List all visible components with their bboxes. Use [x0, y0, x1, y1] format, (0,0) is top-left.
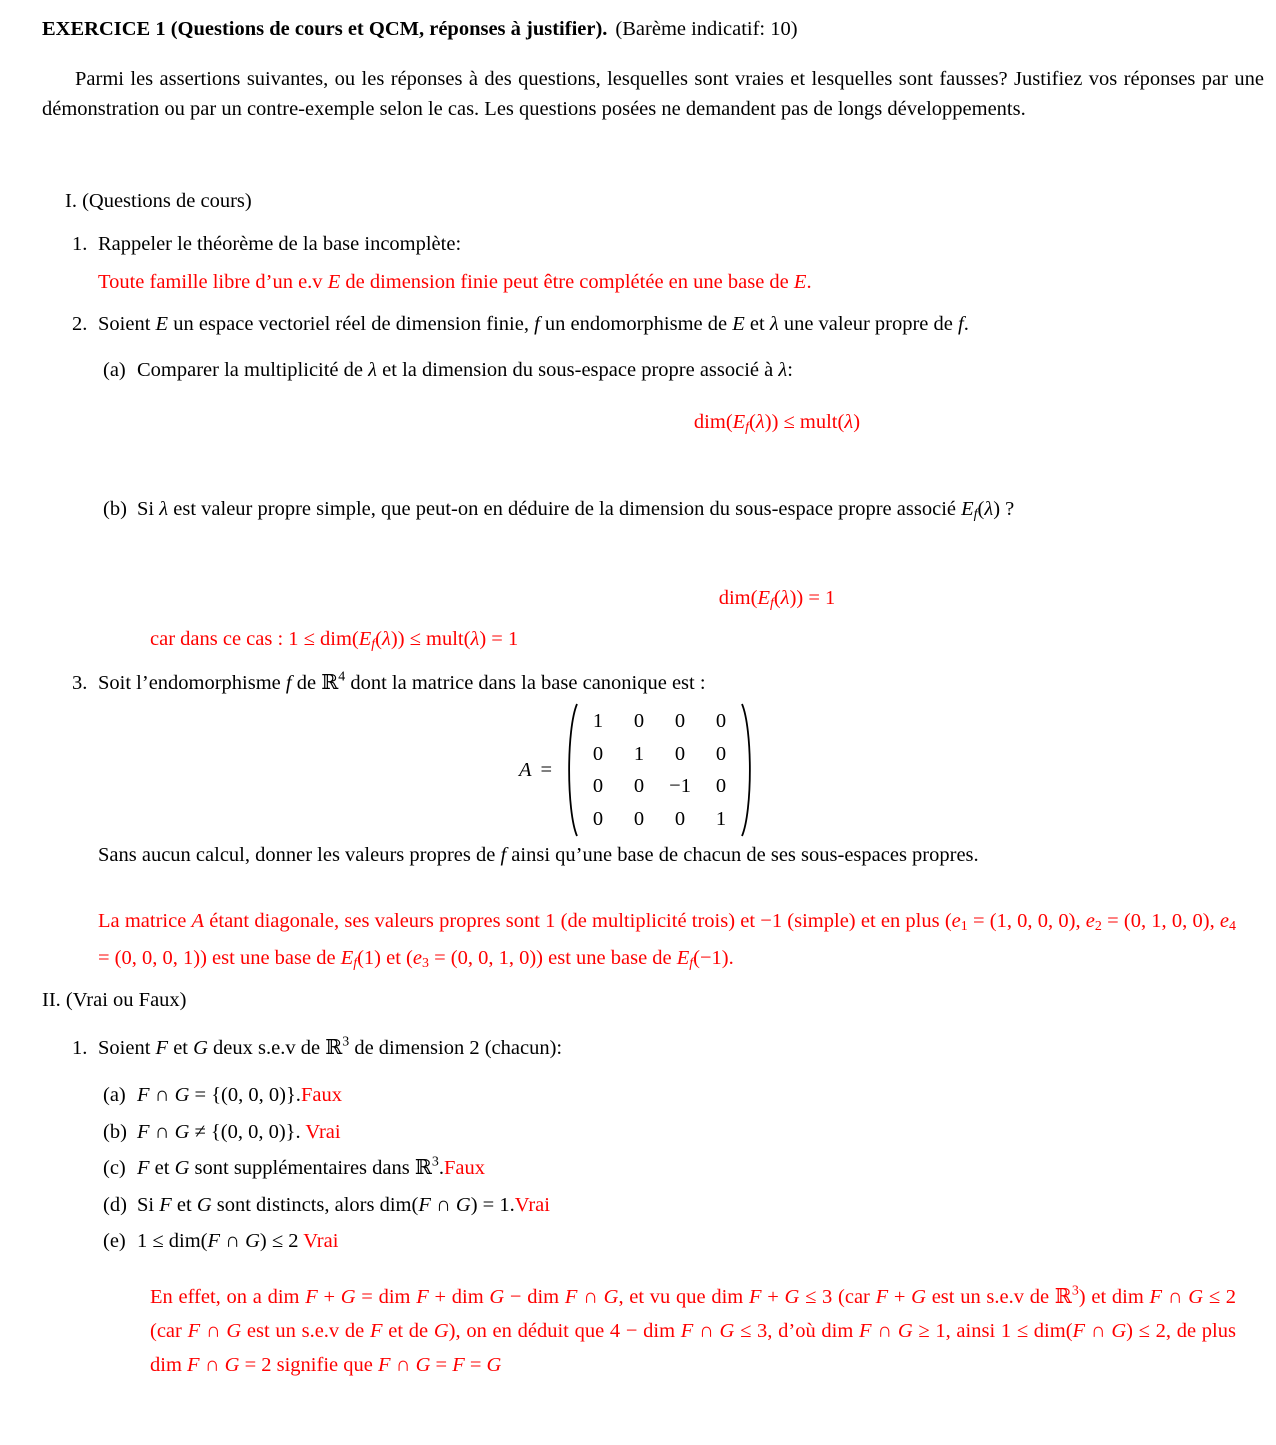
text-run: F: [452, 1354, 465, 1376]
text-run: F: [748, 1286, 762, 1308]
question-2-number: 2.: [72, 313, 88, 335]
text-run: ) = 1: [479, 628, 519, 650]
question-3-text: [98, 669, 706, 694]
text-run: F: [155, 1037, 169, 1059]
matrix-cell: −1: [669, 775, 691, 797]
text-run: )) ≤ mult(: [390, 628, 471, 650]
question-1-number: 1.: [72, 233, 88, 255]
text-run: 1 ≤ dim(: [137, 1230, 208, 1252]
text-run: F: [187, 1320, 201, 1342]
text-run: dim(: [693, 411, 733, 433]
text-run: dim(: [718, 587, 758, 609]
text-run: (: [749, 411, 756, 433]
text-run: ∩: [1162, 1286, 1189, 1308]
text-run: = {(0, 0, 0)}.: [189, 1084, 301, 1106]
text-run: e: [412, 947, 422, 969]
text-run: f: [500, 844, 507, 866]
question-2-text: [98, 313, 969, 335]
text-run: et: [168, 1037, 194, 1059]
text-run: F: [418, 1194, 431, 1216]
matrix-cell: 0: [592, 742, 604, 765]
text-run: E: [676, 947, 690, 969]
text-run: Sans aucun calcul, donner les valeurs propres de: [98, 844, 501, 866]
text-run: +: [761, 1286, 785, 1308]
text-run: ) ?: [993, 498, 1015, 520]
tf-item-a: [103, 1080, 342, 1110]
text-run: car dans ce cas : 1 ≤ dim(: [150, 628, 359, 650]
text-run: f: [769, 596, 774, 612]
matrix-cell: 0: [674, 710, 686, 732]
question-2a: [103, 355, 793, 385]
text-run: G: [784, 1286, 800, 1308]
text-run: G: [193, 1037, 208, 1059]
text-run: Toute famille libre d’un e.v: [98, 271, 328, 293]
text-run: G: [489, 1286, 505, 1308]
tf-question-text: [98, 1034, 563, 1059]
text-run: = (0, 1, 0, 0),: [1101, 910, 1220, 932]
matrix-cell: 0: [633, 775, 645, 797]
question-1-answer: [98, 267, 1238, 297]
matrix-variable: A: [518, 759, 532, 781]
text-run: 3: [342, 1034, 350, 1050]
exercise-title-note: (Barème indicatif: 10): [615, 18, 798, 40]
text-run: ), on en déduit que 4 − dim: [448, 1320, 681, 1342]
text-run: de ℝ: [291, 672, 339, 694]
text-run: )) ≤ mult(: [764, 411, 845, 433]
text-run: + dim: [428, 1286, 490, 1308]
text-run: λ: [159, 498, 169, 520]
text-run: .: [438, 1157, 444, 1179]
matrix-cell: 0: [633, 710, 645, 732]
question-3-number: 3.: [72, 672, 88, 694]
question-3-followup: [98, 840, 1238, 870]
text-run: F: [1072, 1320, 1086, 1342]
text-run: dont la matrice dans la base canonique est :: [345, 672, 706, 694]
text-run: (−1).: [693, 947, 734, 969]
text-run: 3: [1071, 1283, 1079, 1299]
text-run: est un s.e.v de ℝ: [925, 1286, 1072, 1308]
text-run: Si: [137, 498, 160, 520]
text-run: ∩: [430, 1194, 456, 1216]
text-run: f: [371, 637, 376, 653]
text-run: E: [327, 271, 341, 293]
text-run: ∩: [149, 1121, 175, 1143]
question-2b: [103, 494, 1014, 524]
text-run: E: [340, 947, 354, 969]
question-3-answer: [98, 903, 1236, 977]
text-run: G: [1188, 1286, 1204, 1308]
text-run: ∩: [220, 1230, 246, 1252]
text-run: En effet, on a dim: [150, 1286, 306, 1308]
text-run: 4: [1229, 919, 1236, 935]
text-run: )) = 1: [789, 587, 836, 609]
text-run: 3: [421, 956, 429, 972]
text-run: G: [174, 1084, 190, 1106]
text-run: G: [415, 1354, 431, 1376]
tf-item-c: [103, 1153, 485, 1183]
text-run: Soient: [98, 313, 156, 335]
text-run: G: [340, 1286, 356, 1308]
matrix-cell: 0: [715, 775, 727, 797]
matrix-cell: 1: [592, 710, 604, 732]
tf-question-number: 1.: [72, 1037, 88, 1059]
tf-item-d-text: [137, 1194, 550, 1216]
text-run: G: [911, 1286, 926, 1308]
matrix-left-paren: [562, 701, 580, 839]
text-run: sont distincts, alors dim(: [211, 1194, 419, 1216]
text-run: Vrai: [514, 1194, 550, 1216]
text-run: est valeur propre simple, que peut-on en déduire de la dimension du sous-espace propre associé: [168, 498, 962, 520]
tf-item-e-text: [137, 1230, 338, 1252]
text-run: G: [719, 1320, 735, 1342]
text-run: f: [534, 313, 540, 335]
matrix-cell: 1: [715, 807, 727, 830]
text-run: G: [174, 1157, 190, 1179]
text-run: .: [806, 271, 812, 293]
text-run: = (1, 0, 0, 0),: [967, 910, 1086, 932]
exercise-title: EXERCICE 1 (Questions de cours et QCM, réponses à justifier).: [42, 18, 608, 40]
text-run: λ: [769, 313, 779, 335]
text-run: et: [744, 313, 770, 335]
text-run: ) = 1.: [470, 1194, 515, 1216]
text-run: ∩: [577, 1286, 604, 1308]
section-ii-heading: II. (Vrai ou Faux): [42, 989, 187, 1011]
text-run: Faux: [300, 1084, 342, 1106]
text-run: Soient: [98, 1037, 156, 1059]
text-run: F: [137, 1084, 150, 1106]
text-run: E: [155, 313, 169, 335]
text-run: ∩: [200, 1320, 227, 1342]
text-run: F: [875, 1286, 889, 1308]
text-run: f: [689, 956, 694, 972]
matrix-cell: 0: [592, 807, 604, 830]
text-run: ∩: [693, 1320, 720, 1342]
text-run: F: [187, 1354, 200, 1376]
question-2b-text: [137, 498, 1015, 523]
matrix-cell: 0: [715, 710, 727, 732]
text-run: 4: [338, 669, 346, 685]
text-run: , et vu que dim: [618, 1286, 749, 1308]
text-run: F: [305, 1286, 318, 1308]
text-run: et de: [382, 1320, 434, 1342]
text-run: (: [977, 498, 985, 520]
text-run: Soit l’endomorphisme: [98, 672, 286, 694]
text-run: f: [745, 420, 750, 436]
text-run: G: [1111, 1320, 1127, 1342]
text-run: et: [149, 1157, 175, 1179]
question-1-text: Rappeler le théorème de la base incomplète:: [98, 233, 462, 255]
text-run: Vrai: [305, 1121, 341, 1143]
question-2b-justification: [150, 624, 518, 654]
text-run: de dimension 2 (chacun):: [349, 1037, 563, 1059]
text-run: F: [416, 1286, 429, 1308]
text-run: (1) et (: [357, 947, 413, 969]
text-run: 1: [960, 919, 968, 935]
text-run: = (0, 0, 0, 1)) est une base de: [98, 947, 341, 969]
question-2a-answer-formula: [42, 407, 1276, 437]
text-run: λ: [984, 498, 994, 520]
question-2a-label: (a): [103, 359, 126, 381]
tf-item-e-label: (e): [103, 1230, 126, 1252]
text-run: f: [285, 672, 292, 694]
text-run: e: [951, 910, 961, 932]
text-run: :: [787, 359, 793, 381]
text-run: G: [196, 1194, 212, 1216]
question-2: [72, 309, 969, 339]
text-run: A: [191, 910, 205, 932]
text-run: = (0, 0, 1, 0)) est une base de: [428, 947, 677, 969]
text-run: un endomorphisme de: [539, 313, 733, 335]
text-run: +: [888, 1286, 912, 1308]
text-run: ): [853, 411, 861, 433]
matrix-cell: 0: [633, 807, 645, 830]
text-run: 3: [431, 1154, 439, 1170]
text-run: f: [958, 313, 964, 335]
text-run: ) ≤ 2, de plus dim: [150, 1320, 1236, 1376]
text-run: e: [1085, 910, 1095, 932]
matrix-cell: 0: [674, 807, 686, 830]
text-run: (: [773, 587, 781, 609]
text-run: =: [464, 1354, 487, 1376]
text-run: F: [207, 1230, 220, 1252]
tf-justification: [150, 1280, 1236, 1382]
text-run: λ: [755, 411, 765, 433]
text-run: ≥ 1, ainsi 1 ≤ dim(: [912, 1320, 1073, 1342]
text-run: E: [732, 313, 745, 335]
text-run: E: [358, 628, 372, 650]
text-run: Si: [137, 1194, 160, 1216]
text-run: λ: [382, 628, 391, 650]
text-run: +: [317, 1286, 341, 1308]
text-run: f: [353, 956, 358, 972]
text-run: ∩: [390, 1354, 416, 1376]
tf-item-d-label: (d): [103, 1194, 127, 1216]
text-run: λ: [778, 359, 788, 381]
text-run: E: [757, 587, 770, 609]
question-3: [72, 668, 706, 698]
text-run: une valeur propre de: [778, 313, 958, 335]
text-run: ∩: [149, 1084, 175, 1106]
text-run: ∩: [199, 1354, 225, 1376]
text-run: G: [174, 1121, 190, 1143]
text-run: deux s.e.v de ℝ: [207, 1037, 343, 1059]
matrix-grid: [587, 705, 732, 835]
text-run: ) et dim: [1078, 1286, 1150, 1308]
matrix-equation: [0, 698, 1276, 842]
text-run: G: [226, 1320, 242, 1342]
text-run: ∩: [1085, 1320, 1112, 1342]
matrix-cell: 0: [592, 775, 604, 797]
text-run: λ: [368, 359, 378, 381]
text-run: un espace vectoriel réel de dimension finie,: [168, 313, 535, 335]
text-run: λ: [844, 411, 854, 433]
text-run: étant diagonale, ses valeurs propres sont 1 (de multiplicité trois) et −1 (simple) et en plus (: [204, 910, 952, 932]
text-run: G: [224, 1354, 240, 1376]
text-run: (: [375, 628, 382, 650]
text-run: et: [171, 1194, 197, 1216]
text-run: − dim: [504, 1286, 565, 1308]
text-run: La matrice: [98, 910, 192, 932]
section-i-heading: I. (Questions de cours): [65, 190, 252, 212]
text-run: F: [859, 1320, 872, 1342]
tf-item-a-label: (a): [103, 1084, 126, 1106]
text-run: G: [455, 1194, 471, 1216]
matrix-right-paren: [739, 701, 757, 839]
text-run: f: [973, 507, 978, 523]
text-run: λ: [780, 587, 790, 609]
text-run: est un s.e.v de: [241, 1320, 370, 1342]
text-run: G: [486, 1354, 502, 1376]
question-2a-text: [137, 359, 793, 381]
text-run: 2: [1094, 919, 1102, 935]
text-run: ≤ 2 (car: [150, 1286, 1237, 1342]
intro-paragraph: Parmi les assertions suivantes, ou les réponses à des questions, lesquelles sont vraies et lesquelles sont fausses? Justifiez vos réponses par une démonstration ou par un contre-exemple selon le cas. Les questions posées ne demandent pas de longs développements.: [42, 68, 1264, 120]
text-run: E: [961, 498, 974, 520]
text-run: sont supplémentaires dans ℝ: [189, 1157, 432, 1179]
text-run: = 2 signifie que: [239, 1354, 378, 1376]
text-run: et la dimension du sous-espace propre associé à: [377, 359, 779, 381]
text-run: E: [793, 271, 807, 293]
tf-item-e: [103, 1226, 338, 1256]
tf-item-d: [103, 1190, 550, 1220]
text-run: Faux: [443, 1157, 485, 1179]
text-run: ainsi qu’une base de chacun de ses sous-espaces propres.: [506, 844, 979, 866]
tf-question: [72, 1033, 562, 1063]
question-2b-label: (b): [103, 498, 127, 520]
question-2b-answer-formula: [42, 583, 1276, 613]
text-run: F: [377, 1354, 391, 1376]
text-run: F: [680, 1320, 694, 1342]
tf-item-b-text: [137, 1121, 341, 1143]
text-run: ≤ 3 (car: [799, 1286, 876, 1308]
text-run: E: [732, 411, 746, 433]
text-run: Vrai: [303, 1230, 339, 1252]
text-run: G: [433, 1320, 449, 1342]
tf-item-b: [103, 1117, 341, 1147]
text-run: F: [137, 1157, 150, 1179]
text-run: e: [1219, 910, 1230, 932]
text-run: = dim: [355, 1286, 417, 1308]
exercise-header: [42, 14, 798, 44]
tf-item-c-text: [137, 1154, 485, 1179]
text-run: ≠ {(0, 0, 0)}.: [189, 1121, 306, 1143]
text-run: F: [369, 1320, 383, 1342]
tf-item-a-text: [137, 1084, 342, 1106]
matrix-cell: 0: [715, 742, 727, 765]
text-run: ∩: [871, 1320, 898, 1342]
text-run: ≤ 3, d’où dim: [734, 1320, 860, 1342]
tf-item-c-label: (c): [103, 1157, 126, 1179]
matrix-cell: 1: [633, 742, 645, 765]
text-run: .: [963, 313, 969, 335]
tf-item-b-label: (b): [103, 1121, 127, 1143]
matrix-cell: 0: [674, 742, 686, 765]
equals-sign: =: [540, 759, 553, 781]
text-run: F: [564, 1286, 578, 1308]
text-run: G: [897, 1320, 913, 1342]
text-run: Comparer la multiplicité de: [137, 359, 369, 381]
question-1: [72, 229, 461, 259]
text-run: F: [159, 1194, 172, 1216]
text-run: de dimension finie peut être complétée en une base de: [340, 271, 794, 293]
text-run: ) ≤ 2: [259, 1230, 304, 1252]
text-run: F: [1149, 1286, 1163, 1308]
text-run: λ: [470, 628, 480, 650]
text-run: F: [137, 1121, 150, 1143]
text-run: G: [603, 1286, 619, 1308]
text-run: G: [245, 1230, 260, 1252]
text-run: =: [430, 1354, 453, 1376]
